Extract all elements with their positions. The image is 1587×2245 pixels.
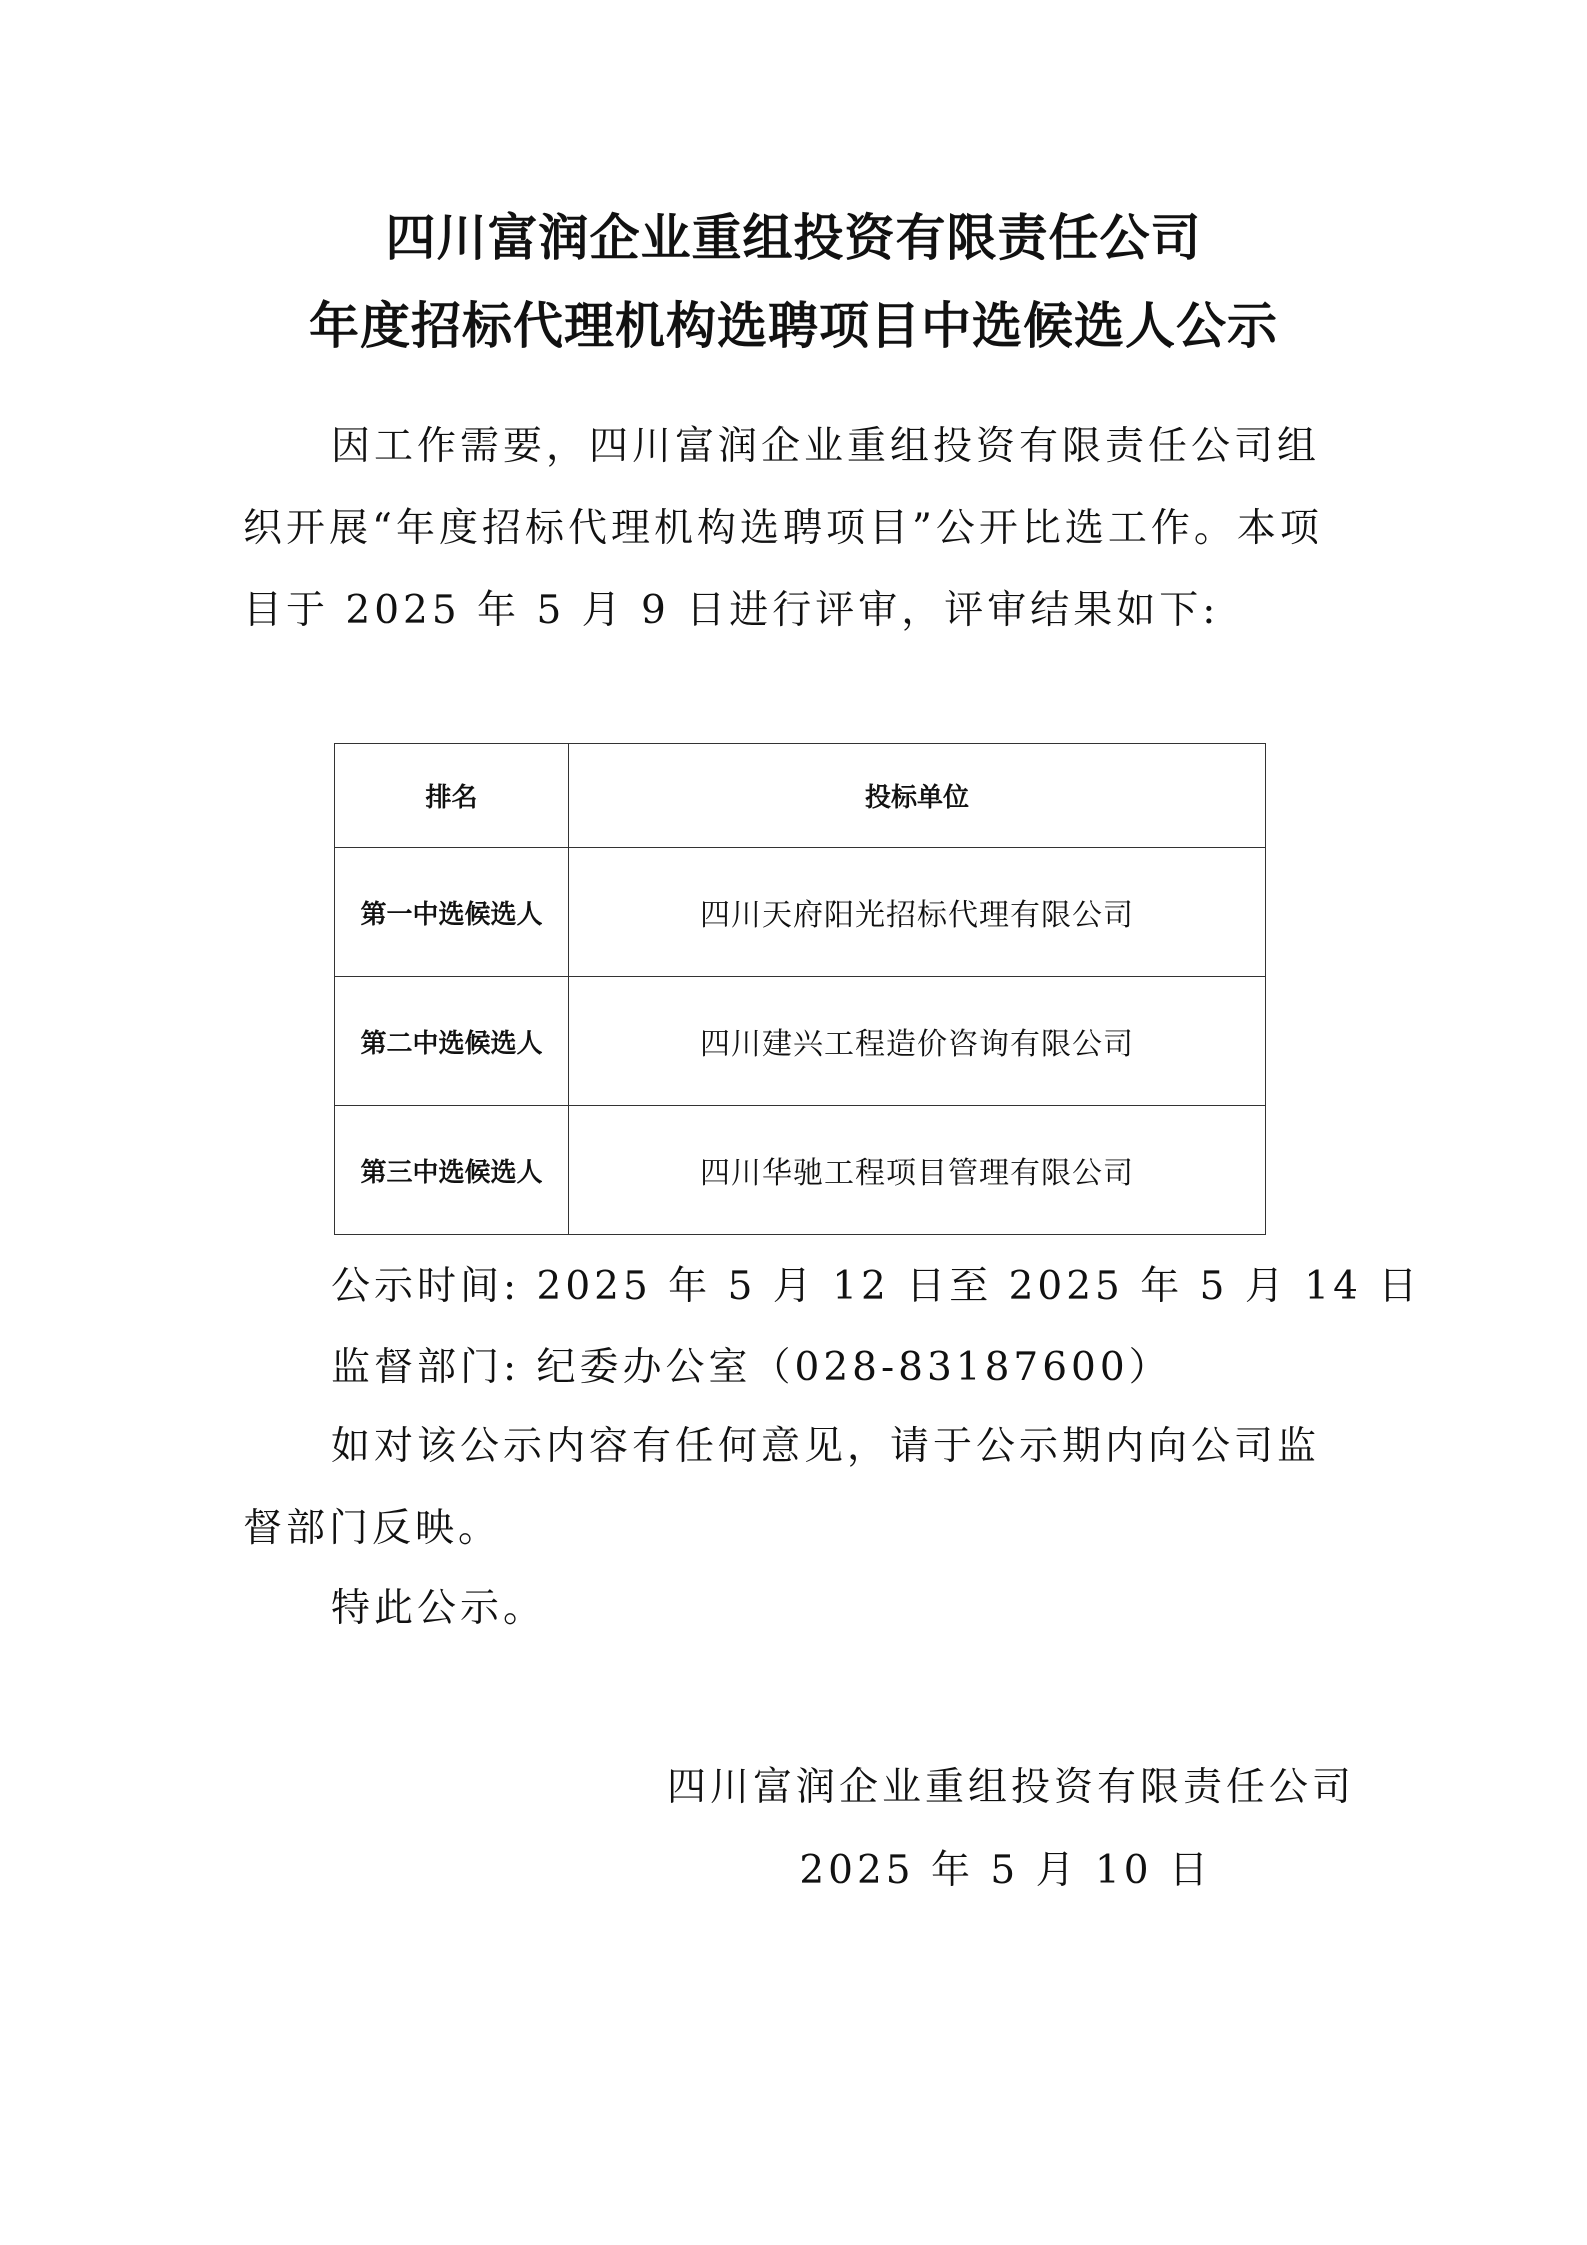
- table-row: [335, 977, 1266, 1106]
- page-title-line2: 年度招标代理机构选聘项目中选候选人公示: [309, 297, 1278, 355]
- closing-text: 特此公示。: [331, 1586, 547, 1631]
- opinion-paragraph: 如对该公示内容有任何意见，请于公示期内向公司监督部门反映。: [243, 1424, 1321, 1551]
- unit-cell: 四川建兴工程造价咨询有限公司: [569, 977, 1266, 1106]
- table-row: [335, 848, 1266, 977]
- supervision-department: 监督部门: 纪委办公室（028-83187600）: [331, 1345, 1172, 1390]
- page-title-line1: 四川富润企业重组投资有限责任公司: [385, 209, 1202, 267]
- column-header-rank: 排名: [335, 744, 569, 848]
- signature-date: 2025 年 5 月 10 日: [799, 1848, 1212, 1893]
- notice-period: 公示时间: 2025 年 5 月 12 日至 2025 年 5 月 14 日: [331, 1264, 1422, 1309]
- unit-cell: 四川天府阳光招标代理有限公司: [569, 848, 1266, 977]
- result-table: [334, 743, 1266, 1235]
- signature-organization: 四川富润企业重组投资有限责任公司: [666, 1765, 1355, 1810]
- rank-cell: 第二中选候选人: [335, 977, 569, 1106]
- rank-cell: 第一中选候选人: [335, 848, 569, 977]
- table-row: [335, 1106, 1266, 1235]
- rank-cell: 第三中选候选人: [335, 1106, 569, 1235]
- intro-paragraph: 因工作需要，四川富润企业重组投资有限责任公司组织开展“年度招标代理机构选聘项目”公开比选工作。本项目于 2025 年 5 月 9 日进行评审，评审结果如下:: [243, 424, 1323, 633]
- table-header-row: [335, 744, 1266, 848]
- column-header-unit: 投标单位: [569, 744, 1266, 848]
- unit-cell: 四川华驰工程项目管理有限公司: [569, 1106, 1266, 1235]
